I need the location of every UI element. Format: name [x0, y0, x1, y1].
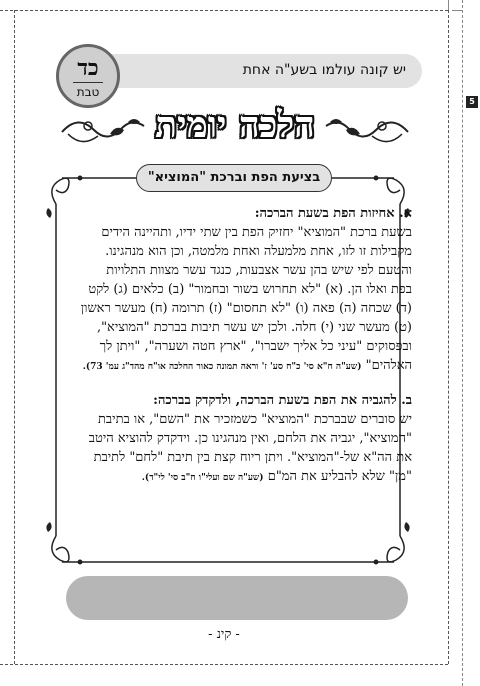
article-body [60, 204, 412, 488]
top-banner [88, 54, 422, 88]
section-2-line: "המוציא", יגביה את הלחם, ואין מנהגינו כן. וידקדק להוציא היטב [88, 431, 412, 446]
section-1-last-line: האלהים" [365, 358, 412, 373]
main-title-block [70, 104, 400, 156]
section-1-line: מקבילות זו לזו, אחת מלמעלה ואחת מלמטה, וכן הוא מנהגינו. [105, 244, 412, 259]
section-1-line: (ד) שכחה (ה) פאה (ו) "לא תחסום" (ז) תרומה (ח) מעשר ראשון [80, 301, 412, 316]
section-1-heading: א. אחיזות הפת בשעת הברכה: [254, 206, 412, 221]
section-2-line [60, 467, 412, 488]
page-number: - קינ - [208, 627, 240, 642]
crop-mark [452, 10, 462, 11]
section-2-line: יש סוברים שבברכת "המוציא" כשמזכיר את "השם", או בתיבת [97, 412, 412, 427]
section-title-banner [136, 164, 332, 192]
cut-line-top [0, 10, 448, 11]
date-day: כד [77, 55, 99, 81]
main-title: הלכה יומית [155, 104, 315, 146]
section-1-line: (ט) מעשר שני (י) חלה. ולכן יש עשר תיבות בברכת "המוציא", [96, 320, 412, 335]
cut-line-right [448, 10, 449, 664]
section-1-source: (שע"ה ח"א סי' כ"ח סע' ז' וראה תמונה כאור החלכה או"ח מהד"ג עמ' 73). [82, 362, 362, 372]
section-1-line: והטעם לפי שיש בהן עשר אצבעות, כנגד עשר מצוות התלויות [106, 263, 412, 278]
section-2-heading: ב. להגביה את הפת בשעת הברכה, ולדקדק בברכה: [153, 393, 412, 408]
cut-line-bottom [0, 664, 448, 665]
section-1-line: ובפסוקים "עיני כל אליך ישברו", "ארץ חטה ושערה", "ויתן לך [99, 339, 412, 354]
date-badge [56, 44, 120, 108]
section-2-last-line: "מן" שלא להבליע את המ"ם [267, 469, 412, 484]
section-1-line [60, 356, 412, 377]
date-divider [73, 82, 103, 83]
section-2-line: את הה"א של-"המוציא". ויתן ריוח קצת בין תיבת "לחם" לתיבת [93, 450, 412, 465]
crop-mark [448, 0, 449, 10]
section-1-line: בפת ואלו הן. (א) "לא תחרוש בשור ובחמור" (ב) כלאים (ג) לקט [88, 282, 412, 297]
section-title: בציעת הפת וברכת "המוציא" [147, 170, 321, 185]
cut-line-outer [462, 0, 463, 686]
section-2-source: (שע"ה שם ועלי"ו ח"ב סי' לי"ד). [141, 473, 264, 483]
date-month: טבת [76, 85, 100, 99]
section-1-line: בשעת ברכת "המוציא" יחזיק הפת בין שתי ידיו, ותהיינה הידים [101, 225, 412, 240]
right-flourish-ornament [322, 104, 412, 156]
bottom-banner [66, 576, 408, 620]
page-tab-badge: 5 [466, 96, 478, 108]
cut-line-left [14, 10, 15, 664]
top-banner-text: יש קונה עולמו בשע"ה אחת [242, 62, 406, 78]
